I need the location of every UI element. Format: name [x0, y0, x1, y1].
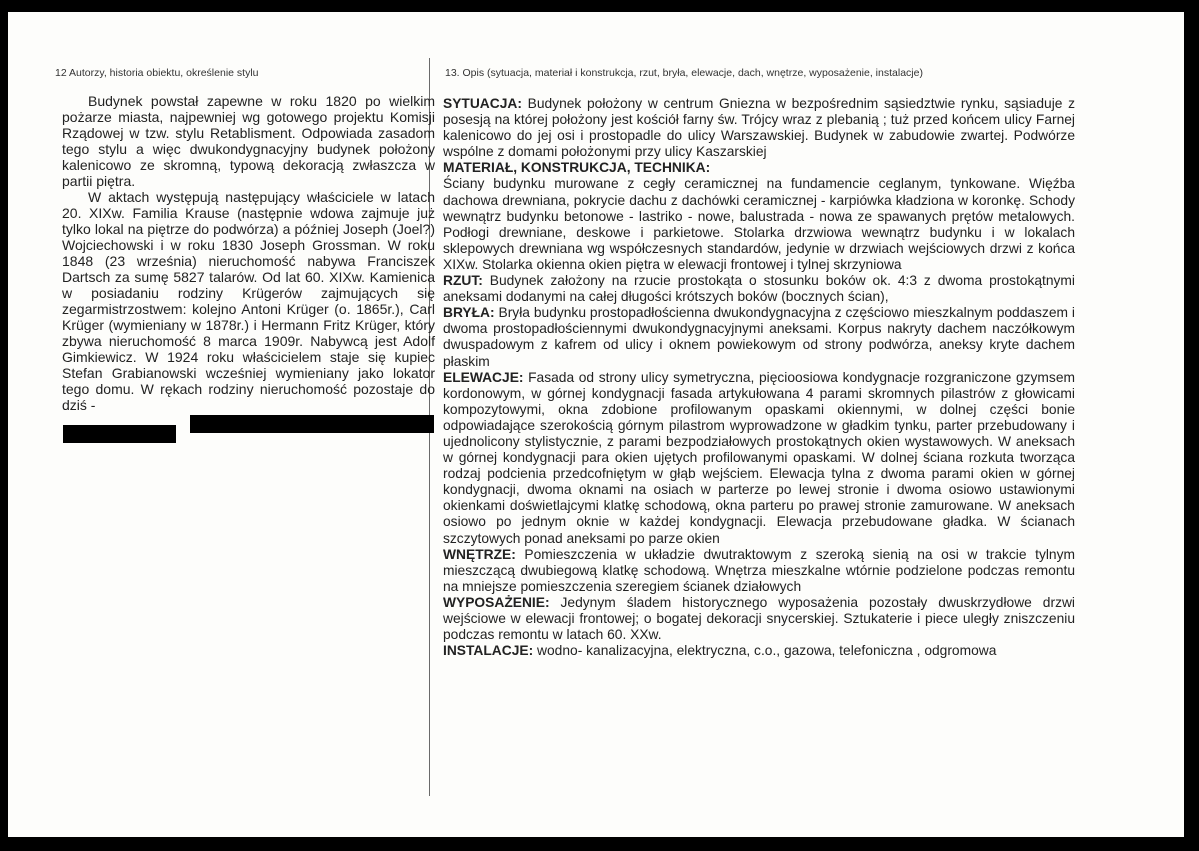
section-wnetrze [443, 547, 1075, 595]
section-heading: RZUT: [443, 273, 483, 289]
redaction-bar [63, 425, 176, 443]
section-body: Budynek położony w centrum Gniezna w bezpośrednim sąsiedztwie rynku, sąsiaduje z posesją na której położony jest kościół farny św. Trójcy wraz z plebanią ; tuż przed końcem ulicy Farnej kalenicowo do jej osi i prostopadle do ulicy Warszawskiej. Budynek w zabudowie zwartej. Podwórze wspólne z domami położonymi przy ulicy Kaszarskiej [443, 96, 1075, 160]
section-body: Fasada od strony ulicy symetryczna, pięcioosiowa kondygnacje rozgraniczone gzymsem kordonowym, w górnej kondygnacji fasada artykułowana 4 parami skromnych pilastrów z głowicami kompozytowymi, okna zdobione profilowanym opaskami okiennymi, w dolnej części bonie odpowiadające szerokością górnym pilastrom wyprowadzone w gładkim tynku, parter przebudowany i ujednolicony stylistycznie, z parami bezpodziałowych prostokątnych okien wystawowych. W aneksach w górnej kondygnacji para okien ujętych profilowanymi opaskami. W dolnej ściana rozkuta tworząca rodzaj podcienia przedcofniętym w głąb wejściem. Elewacja tylna z dwoma parami okien w górnej kondygnacji, dwoma oknami na osiach w parterze po lewej stronie i dwoma osiowo ustawionymi okienkami doświetlajcymi klatkę schodową, okna parteru po prawej stronie zamurowane. W aneksach osiowo po jednym oknie w każdej kondygnacji. Elewacja przebudowane gładka. W ścianach szczytowych ponad aneksami po parze okien [443, 369, 1075, 546]
section-heading: ELEWACJE: [443, 369, 524, 385]
section-wyposazenie [443, 595, 1075, 643]
history-paragraph-1: Budynek powstał zapewne w roku 1820 po wielkim pożarze miasta, najpewniej wg gotowego projektu Komisji Rządowej w tzw. stylu Retablisment. Odpowiada zasadom tego stylu a więc dwukondygnacyjny budynek położony kalenicowo ze skromną, typową dekoracją zwłaszcza w partii piętra. [62, 93, 435, 189]
section-heading: INSTALACJE: [443, 643, 534, 659]
section-body: Jedynym śladem historycznego wyposażenia pozostały dwuskrzydłowe drzwi wejściowe w elewacji frontowej; o bogatej dekoracji snycerskiej. Sztukaterie i piece uległy zniszczeniu podczas remontu w latach 60. XXw. [443, 594, 1075, 643]
section-body: wodno- kanalizacyjna, elektryczna, c.o., gazowa, telefoniczna , odgromowa [533, 643, 997, 659]
section-rzut [443, 273, 1075, 305]
section-heading: MATERIAŁ, KONSTRUKCJA, TECHNIKA: [443, 160, 711, 176]
description-text [443, 96, 1075, 659]
section-heading: WNĘTRZE: [443, 546, 516, 562]
history-text [62, 93, 435, 413]
section-bryla [443, 305, 1075, 369]
redaction-bar [190, 415, 434, 433]
left-column-header: 12 Autorzy, historia obiektu, określenie stylu [55, 67, 259, 79]
section-elewacje [443, 370, 1075, 547]
section-heading: SYTUACJA: [443, 96, 522, 111]
section-body: Pomieszczenia w układzie dwutraktowym z szeroką sienią na osi w trakcie tylnym mieszczącą dwubiegową klatkę schodową. Wnętrza mieszkalne wtórnie podzielone podczas remontu na mniejsze pomieszczenia szeregiem ścianek działowych [443, 546, 1075, 594]
section-heading: WYPOSAŻENIE: [443, 594, 550, 610]
section-sytuacja [443, 96, 1075, 160]
section-body: Budynek założony na rzucie prostokąta o stosunku boków ok. 4:3 z dwoma prostokątnymi aneksami dodanymi na całej długości krótszych boków (bocznych ścian), [443, 273, 1075, 305]
section-heading: BRYŁA: [443, 305, 495, 321]
right-column-header: 13. Opis (sytuacja, materiał i konstrukcja, rzut, bryła, elewacje, dach, wnętrze, wyposażenie, instalacje) [445, 67, 923, 79]
section-instalacje [443, 643, 1075, 659]
section-body: Ściany budynku murowane z cegły ceramicznej na fundamencie ceglanym, tynkowane. Więźba dachowa drewniana, pokrycie dachu z dachówki ceramicznej - karpiówka kładziona w koronkę. Schody wewnątrz budynku betonowe - lastriko - nowe, balustrada - nowa ze spawanych prętów metalowych. Podłogi drewniane, deskowe i parkietowe. Stolarka drzwiowa wewnątrz budynku i w lokalach sklepowych drewniana wg współczesnych standardów, jedynie w drzwiach wejściowych drzwi z końca XIXw. Stolarka okienna okien piętra w elewacji frontowej i tylnej skrzyniowa [443, 176, 1075, 272]
history-paragraph-2: W aktach występują następujący właściciele w latach 20. XIXw. Familia Krause (następnie wdowa zajmuje już tylko lokal na piętrze do podwórza) a później Joseph (Joel?) Wojciechowski i w roku 1830 Joseph Grossman. W roku 1848 (23 września) nieruchomość nabywa Franciszek Dartsch za sumę 5827 talarów. Od lat 60. XIXw. Kamienica w posiadaniu rodziny Krügerów zajmujących się zegarmistrzostwem: kolejno Antoni Krüger (o. 1865r.), Carl Krüger (wymieniany w 1878r.) i Hermann Fritz Krüger, który zbywa nieruchomość 8 marca 1909r. Nabywcą jest Adolf Gimkiewicz. W 1924 roku właścicielem staje się kupiec Stefan Grabianowski wcześniej wymieniany jako lokator tego domu. W rękach rodziny nieruchomość pozostaje do dziś - [62, 189, 435, 413]
section-body: Bryła budynku prostopadłościenna dwukondygnacyjna z częściowo mieszkalnym poddaszem i dwoma prostopadłościennymi dwukondygnacyjnymi aneksami. Korpus nakryty dachem naczółkowym dwuspadowym z kafrem od ulicy i oknem powiekowym od strony podwórza, aneksy kryte dachem płaskim [443, 305, 1075, 369]
